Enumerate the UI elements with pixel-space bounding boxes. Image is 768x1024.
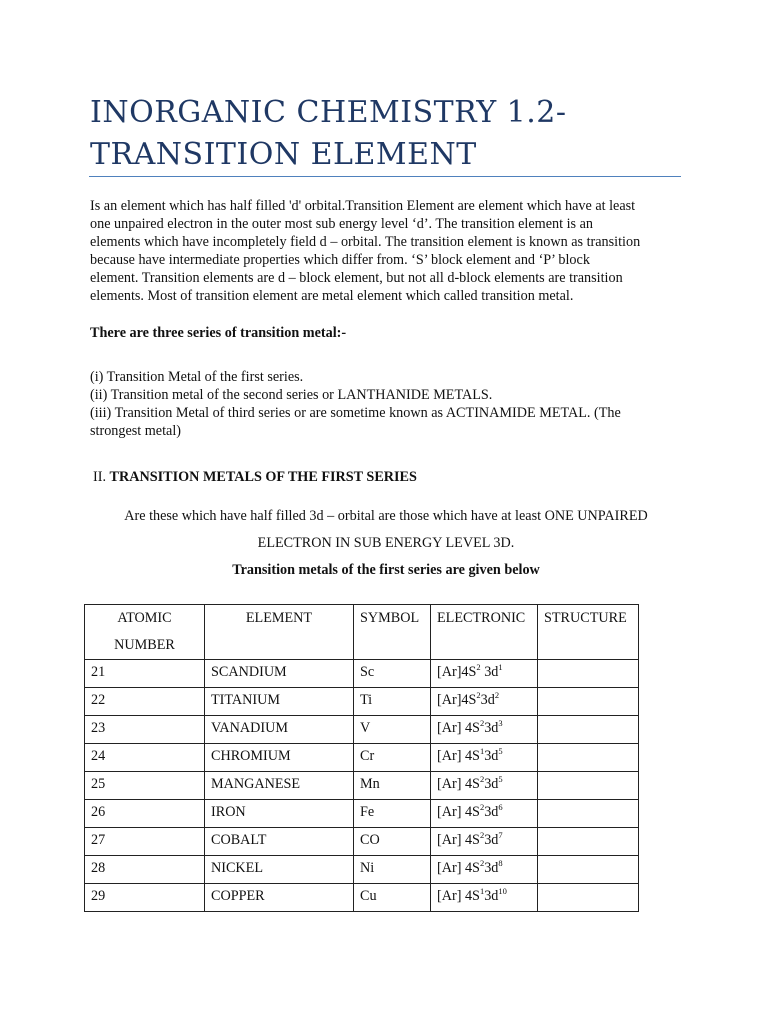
header-atomic-number <box>85 605 205 660</box>
first-series-text-line-2: ELECTRON IN SUB ENERGY LEVEL 3D. <box>257 535 515 551</box>
config-d-superscript: 5 <box>498 774 503 784</box>
config-s-superscript: 2 <box>479 802 485 812</box>
cell-structure <box>538 856 639 884</box>
table-row <box>85 688 639 716</box>
config-s-superscript: 1 <box>479 886 485 896</box>
section-heading <box>93 468 685 486</box>
series-list-item: (iii) Transition Metal of third series or are sometime known as ACTINAMIDE METAL. (The <box>90 405 621 421</box>
cell-symbol: CO <box>354 828 431 856</box>
config-d-orbital: 3d <box>484 776 499 792</box>
config-prefix: [Ar]4S <box>437 692 477 708</box>
intro-line: elements which have incompletely field d – orbital. The transition element is known as transition <box>90 234 641 250</box>
cell-symbol: Cu <box>354 884 431 912</box>
cell-structure <box>538 800 639 828</box>
cell-atomic-number: 22 <box>85 688 205 716</box>
header-electronic: ELECTRONIC <box>431 605 538 660</box>
cell-atomic-number: 28 <box>85 856 205 884</box>
table-row <box>85 828 639 856</box>
table-row <box>85 856 639 884</box>
cell-symbol: V <box>354 716 431 744</box>
cell-electronic-config <box>431 716 538 744</box>
table-row <box>85 744 639 772</box>
transition-metals-table <box>84 604 639 912</box>
intro-line: one unpaired electron in the outer most sub energy level ‘d’. The transition element is an <box>90 216 593 232</box>
header-atomic-line-1: ATOMIC <box>117 610 172 626</box>
config-d-orbital: 3d <box>484 748 499 764</box>
cell-structure <box>538 772 639 800</box>
config-d-superscript: 3 <box>498 718 503 728</box>
table-row <box>85 660 639 688</box>
cell-element: IRON <box>205 800 354 828</box>
header-symbol: SYMBOL <box>354 605 431 660</box>
config-d-orbital: 3d <box>484 860 499 876</box>
cell-symbol: Ti <box>354 688 431 716</box>
config-d-orbital: 3d <box>480 664 499 680</box>
config-prefix: [Ar] 4S <box>437 804 480 820</box>
config-s-superscript: 1 <box>479 746 485 756</box>
cell-structure <box>538 744 639 772</box>
series-list-item: (i) Transition Metal of the first series. <box>90 369 304 385</box>
cell-structure <box>538 688 639 716</box>
config-s-superscript: 2 <box>479 774 485 784</box>
intro-line: because have intermediate properties which differ from. ‘S’ block element and ‘P’ block <box>90 252 590 268</box>
section-number: II. <box>93 469 106 485</box>
intro-line: element. Transition elements are d – block element, but not all d-block elements are transition <box>90 270 623 286</box>
cell-electronic-config <box>431 828 538 856</box>
config-d-superscript: 10 <box>498 886 507 896</box>
config-prefix: [Ar]4S <box>437 664 477 680</box>
series-list-item: strongest metal) <box>90 423 182 439</box>
config-d-superscript: 2 <box>494 690 500 700</box>
config-d-orbital: 3d <box>484 832 499 848</box>
cell-element: MANGANESE <box>205 772 354 800</box>
table-row <box>85 800 639 828</box>
cell-element: TITANIUM <box>205 688 354 716</box>
intro-paragraph <box>90 197 682 305</box>
cell-atomic-number: 26 <box>85 800 205 828</box>
config-d-orbital: 3d <box>480 692 495 708</box>
header-element: ELEMENT <box>205 605 354 660</box>
cell-element: COBALT <box>205 828 354 856</box>
cell-element: NICKEL <box>205 856 354 884</box>
config-prefix: [Ar] 4S <box>437 720 480 736</box>
cell-element: SCANDIUM <box>205 660 354 688</box>
config-d-orbital: 3d <box>484 888 499 904</box>
config-s-superscript: 2 <box>479 858 485 868</box>
config-d-superscript: 1 <box>498 662 503 672</box>
cell-electronic-config <box>431 856 538 884</box>
cell-atomic-number: 23 <box>85 716 205 744</box>
table-header-row <box>85 605 639 660</box>
config-s-superscript: 2 <box>479 718 485 728</box>
config-prefix: [Ar] 4S <box>437 832 480 848</box>
config-s-superscript: 2 <box>476 690 481 700</box>
cell-electronic-config <box>431 800 538 828</box>
series-list-item: (ii) Transition metal of the second series or LANTHANIDE METALS. <box>90 387 493 403</box>
section-heading-text: TRANSITION METALS OF THE FIRST SERIES <box>109 469 417 485</box>
table-body <box>85 660 639 912</box>
config-d-superscript: 6 <box>498 802 503 812</box>
cell-electronic-config <box>431 772 538 800</box>
cell-structure <box>538 716 639 744</box>
cell-symbol: Ni <box>354 856 431 884</box>
page-title <box>90 92 690 176</box>
series-list <box>90 368 682 440</box>
cell-atomic-number: 29 <box>85 884 205 912</box>
config-prefix: [Ar] 4S <box>437 888 480 904</box>
config-d-superscript: 5 <box>498 746 503 756</box>
header-atomic-line-2: NUMBER <box>114 637 175 653</box>
page-title-line-2: TRANSITION ELEMENT <box>90 137 477 172</box>
config-prefix: [Ar] 4S <box>437 860 480 876</box>
cell-electronic-config <box>431 688 538 716</box>
cell-atomic-number: 24 <box>85 744 205 772</box>
page-title-line-1: INORGANIC CHEMISTRY 1.2- <box>90 95 567 130</box>
table-caption: Transition metals of the first series are given below <box>232 562 540 578</box>
config-prefix: [Ar] 4S <box>437 748 480 764</box>
cell-symbol: Mn <box>354 772 431 800</box>
series-heading: There are three series of transition metal:- <box>90 325 347 341</box>
config-prefix: [Ar] 4S <box>437 776 480 792</box>
cell-element: CHROMIUM <box>205 744 354 772</box>
header-structure: STRUCTURE <box>538 605 639 660</box>
cell-structure <box>538 828 639 856</box>
cell-atomic-number: 25 <box>85 772 205 800</box>
cell-symbol: Fe <box>354 800 431 828</box>
cell-structure <box>538 660 639 688</box>
cell-atomic-number: 21 <box>85 660 205 688</box>
cell-electronic-config <box>431 884 538 912</box>
cell-element: COPPER <box>205 884 354 912</box>
cell-atomic-number: 27 <box>85 828 205 856</box>
intro-line: Is an element which has half filled 'd' orbital.Transition Element are element which have at least <box>90 198 636 214</box>
cell-element: VANADIUM <box>205 716 354 744</box>
first-series-text-line-1: Are these which have half filled 3d – orbital are those which have at least ONE UNPAIRED <box>124 508 648 524</box>
config-s-superscript: 2 <box>479 830 485 840</box>
cell-symbol: Cr <box>354 744 431 772</box>
title-underline-rule <box>89 176 681 177</box>
config-d-orbital: 3d <box>484 720 499 736</box>
intro-line: elements. Most of transition element are metal element which called transition metal. <box>90 288 574 304</box>
cell-symbol: Sc <box>354 660 431 688</box>
cell-electronic-config <box>431 660 538 688</box>
config-d-superscript: 8 <box>498 858 503 868</box>
table-row <box>85 716 639 744</box>
cell-structure <box>538 884 639 912</box>
table-row <box>85 772 639 800</box>
table-row <box>85 884 639 912</box>
config-s-superscript: 2 <box>476 662 481 672</box>
config-d-orbital: 3d <box>484 804 499 820</box>
cell-electronic-config <box>431 744 538 772</box>
config-d-superscript: 7 <box>498 830 503 840</box>
